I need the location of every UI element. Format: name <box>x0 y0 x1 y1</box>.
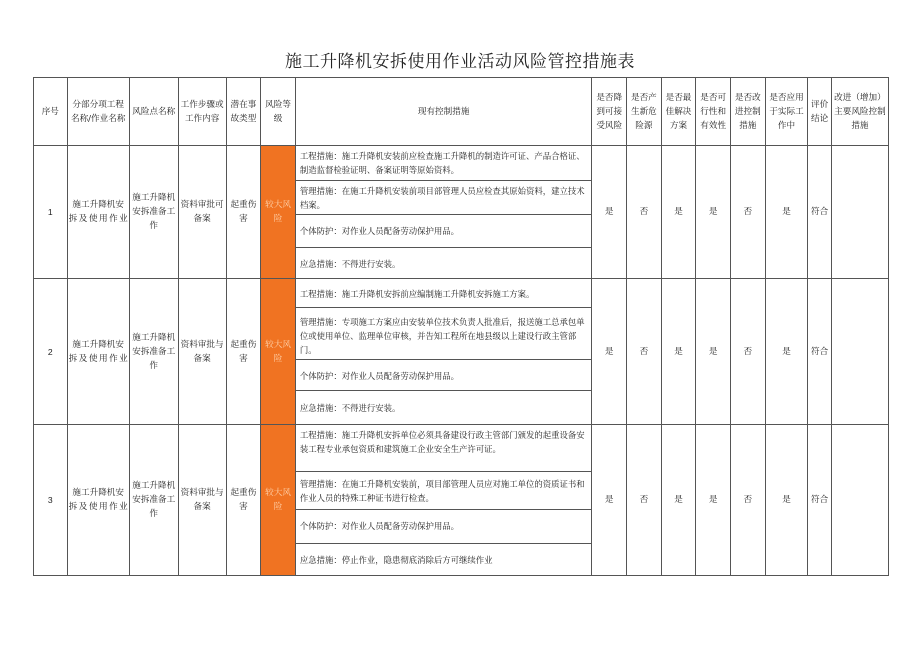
row-seq: 2 <box>34 279 68 425</box>
measure-engineering: 工程措施：施工升降机安装前应检查施工升降机的制造许可证、产品合格证、制造监督检验证明、备案证明等原始资料。 <box>296 146 592 181</box>
measure-ppe: 个体防护：对作业人员配备劳动保护用品。 <box>296 510 592 544</box>
row-feasible: 是 <box>696 279 731 425</box>
measure-emergency: 应急措施：停止作业，隐患彻底消除后方可继续作业 <box>299 555 493 565</box>
row-subproject: 施工升降机安拆及使用作业 <box>67 146 129 279</box>
row-risk-point: 施工升降机安拆准备工作 <box>129 279 178 425</box>
row-improve-plan <box>831 279 888 425</box>
row-evaluation: 符合 <box>808 425 831 576</box>
row-work-step: 资料审批与备案 <box>178 425 226 576</box>
row-evaluation: 符合 <box>808 279 831 425</box>
measure-ppe: 个体防护：对作业人员配备劳动保护用品。 <box>296 360 592 391</box>
header-improve-measure: 是否改进控制措施 <box>730 78 765 146</box>
measure-management: 管理措施：在施工升降机安装前项目部管理人员应检查其原始资料，建立技术档案。 <box>296 181 592 215</box>
row-applicable: 是 <box>765 279 808 425</box>
measure-engineering: 工程措施：施工升降机安拆单位必须具备建设行政主管部门颁发的起重设备安装工程专业承包资质和建筑施工企业安全生产许可证。 <box>296 425 592 472</box>
header-feasible: 是否可行性和有效性 <box>696 78 731 146</box>
table-row <box>34 425 889 576</box>
header-controls: 现有控制措施 <box>295 78 592 146</box>
row-acceptable: 是 <box>592 146 627 279</box>
row-work-step: 资料审批可备案 <box>178 146 226 279</box>
row-best-plan: 是 <box>661 425 696 576</box>
row-subproject: 施工升降机安拆及使用作业 <box>67 279 129 425</box>
measure-engineering: 工程措施：施工升降机安拆前应编制施工升降机安拆施工方案。 <box>296 279 592 308</box>
row-accident: 起重伤害 <box>226 279 261 425</box>
row-applicable: 是 <box>765 146 808 279</box>
measure-management: 管理措施：在施工升降机安装前，项目部管理人员应对施工单位的资质证书和作业人员的特殊工种证书进行检查。 <box>296 472 592 510</box>
row-accident: 起重伤害 <box>226 146 261 279</box>
row-measures <box>295 146 592 279</box>
header-new-risk: 是否产生新危险源 <box>627 78 662 146</box>
row-seq: 3 <box>34 425 68 576</box>
row-best-plan: 是 <box>661 146 696 279</box>
header-applicable: 是否应用于实际工作中 <box>765 78 808 146</box>
row-acceptable: 是 <box>592 279 627 425</box>
header-accident: 潜在事故类型 <box>226 78 261 146</box>
row-measures <box>295 279 592 425</box>
header-subproject: 分部分项工程名称/作业名称 <box>67 78 129 146</box>
table-row <box>34 146 889 279</box>
row-evaluation: 符合 <box>808 146 831 279</box>
row-subproject: 施工升降机安拆及使用作业 <box>67 425 129 576</box>
row-applicable: 是 <box>765 425 808 576</box>
row-risk-level: 较大风险 <box>261 146 296 279</box>
header-best-plan: 是否最佳解决方案 <box>661 78 696 146</box>
row-improve-plan <box>831 146 888 279</box>
row-improve-plan <box>831 425 888 576</box>
row-feasible: 是 <box>696 146 731 279</box>
table-row <box>34 279 889 425</box>
measure-management: 管理措施：专项施工方案应由安装单位技术负责人批准后，报送施工总承包单位或使用单位、监理单位审核，并告知工程所在地县级以上建设行政主管部门。 <box>296 308 592 360</box>
header-acceptable: 是否降到可接受风险 <box>592 78 627 146</box>
risk-control-table <box>33 77 889 576</box>
header-risk-level: 风险等级 <box>261 78 296 146</box>
row-risk-level: 较大风险 <box>261 425 296 576</box>
row-risk-point: 施工升降机安拆准备工作 <box>129 425 178 576</box>
row-new-risk: 否 <box>627 425 662 576</box>
row-measures <box>295 425 592 576</box>
header-seq: 序号 <box>34 78 68 146</box>
row-new-risk: 否 <box>627 279 662 425</box>
row-risk-level: 较大风险 <box>261 279 296 425</box>
row-best-plan: 是 <box>661 279 696 425</box>
row-risk-point: 施工升降机安拆准备工作 <box>129 146 178 279</box>
row-accident: 起重伤害 <box>226 425 261 576</box>
header-work-step: 工作步骤或工作内容 <box>178 78 226 146</box>
header-row <box>34 78 889 146</box>
row-improve-measure: 否 <box>730 279 765 425</box>
row-feasible: 是 <box>696 425 731 576</box>
header-risk-point: 风险点名称 <box>129 78 178 146</box>
row-acceptable: 是 <box>592 425 627 576</box>
row-improve-measure: 否 <box>730 425 765 576</box>
row-seq: 1 <box>34 146 68 279</box>
measure-ppe: 个体防护：对作业人员配备劳动保护用品。 <box>296 215 592 248</box>
row-new-risk: 否 <box>627 146 662 279</box>
row-work-step: 资料审批与备案 <box>178 279 226 425</box>
page-title: 施工升降机安拆使用作业活动风险管控措施表 <box>285 52 635 72</box>
measure-emergency: 应急措施：不得进行安装。 <box>299 403 401 413</box>
header-evaluation: 评价结论 <box>808 78 831 146</box>
measure-emergency: 应急措施：不得进行安装。 <box>299 259 401 269</box>
row-improve-measure: 否 <box>730 146 765 279</box>
header-improve-plan: 改进（增加）主要风险控制措施 <box>831 78 888 146</box>
